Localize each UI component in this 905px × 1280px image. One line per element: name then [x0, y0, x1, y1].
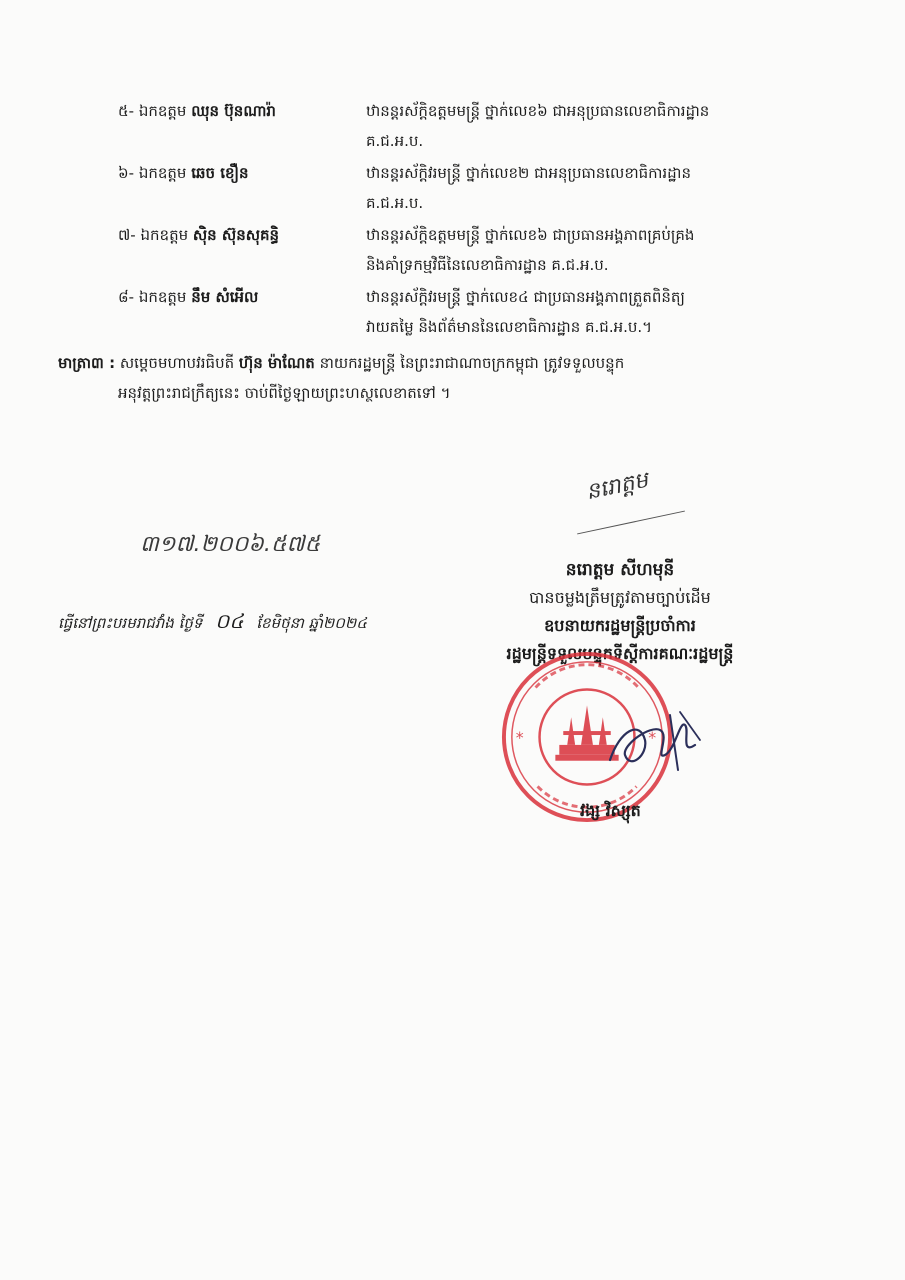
- appointee-name-col: [118, 282, 358, 312]
- appointee-title: ឯកឧត្តម: [140, 226, 189, 244]
- place-date-day: ០៤: [215, 609, 244, 633]
- signatory-name: វង្ស វិស្សុត: [580, 801, 641, 820]
- appointee-number: ៨-: [118, 288, 135, 306]
- appointee-item: [118, 96, 838, 156]
- svg-text:*: *: [648, 727, 657, 747]
- appointee-name: នឹម សំអើល: [191, 288, 259, 306]
- article-3: [58, 348, 838, 408]
- appointee-number: ៥-: [118, 102, 135, 120]
- appointee-rank-line: ឋានន្តរស័ក្តិឧត្តមមន្ត្រី ថ្នាក់លេខ៦ ជាអនុប្រធានលេខាធិការដ្ឋាន: [366, 102, 710, 120]
- signature-icon: [600, 700, 710, 790]
- appointee-office-line: និងគាំទ្រកម្មវិធីនៃលេខាធិការដ្ឋាន គ.ជ.អ.ប.: [366, 256, 609, 274]
- appointee-item: [118, 158, 838, 218]
- place-date-suffix: ខែមិថុនា ឆ្នាំ២០២៤: [256, 614, 367, 632]
- svg-text:*: *: [515, 727, 524, 747]
- appointee-title: ឯកឧត្តម: [138, 288, 187, 306]
- appointee-number: ៦-: [118, 164, 135, 182]
- office-title-line2: រដ្ឋមន្ត្រីទទួលបន្ទុកទីស្តីការគណៈរដ្ឋមន្ត្រី: [506, 644, 734, 663]
- article-text-before-name: សម្តេចមហាបវរធិបតី: [119, 354, 235, 372]
- appointee-item: [118, 282, 838, 342]
- article-text-line2: អនុវត្តព្រះរាជក្រឹត្យនេះ ចាប់ពីថ្ងៃឡាយព្រះហស្ថលេខាតទៅ ។: [118, 384, 451, 402]
- article-text-after-name: នាយករដ្ឋមន្ត្រី នៃព្រះរាជាណាចក្រកម្ពុជា ត្រូវទទួលបន្ទុក: [319, 354, 625, 372]
- office-title-line1: ឧបនាយករដ្ឋមន្ត្រីប្រចាំការ: [544, 616, 696, 635]
- appointee-name: ស៊ិន ស៊ុនសុគន្ធិ: [192, 226, 280, 244]
- appointee-description: [366, 282, 836, 342]
- place-date-line: [58, 608, 367, 638]
- appointee-name: ឆេច ខឿន: [191, 164, 249, 182]
- place-date-prefix: ធ្វើនៅព្រះបរមរាជវាំង ថ្ងៃទី: [58, 614, 203, 632]
- appointee-item: [118, 220, 838, 280]
- initials-underline: [577, 511, 685, 535]
- certified-copy-note: បានចម្លងត្រឹមត្រូវតាមច្បាប់ដើម: [529, 588, 711, 607]
- appointee-name-col: [118, 220, 358, 250]
- article-label: មាត្រា៣ :: [58, 354, 116, 372]
- appointee-title: ឯកឧត្តម: [138, 102, 187, 120]
- appointee-name-col: [118, 96, 358, 126]
- appointee-description: [366, 96, 836, 156]
- appointee-rank-line: ឋានន្តរស័ក្តិវរមន្ត្រី ថ្នាក់លេខ៤ ជាប្រធានអង្គភាពត្រួតពិនិត្យ: [366, 288, 685, 306]
- appointee-name-col: [118, 158, 358, 188]
- appointee-description: [366, 220, 836, 280]
- appointee-rank-line: ឋានន្តរស័ក្តិវរមន្ត្រី ថ្នាក់លេខ២ ជាអនុប្រធានលេខាធិការដ្ឋាន: [366, 164, 691, 182]
- handwritten-initials: នរោត្តម: [583, 467, 651, 506]
- king-name: នរោត្តម សីហមុនី: [565, 560, 675, 580]
- appointee-title: ឯកឧត្តម: [138, 164, 187, 182]
- appointee-rank-line: ឋានន្តរស័ក្តិឧត្តមមន្ត្រី ថ្នាក់លេខ៦ ជាប្រធានអង្គភាពគ្រប់គ្រង: [366, 226, 695, 244]
- appointee-office-line: គ.ជ.អ.ប.: [366, 194, 424, 212]
- appointee-number: ៧-: [118, 226, 136, 244]
- appointee-description: [366, 158, 836, 218]
- appointee-office-line: គ.ជ.អ.ប.: [366, 132, 424, 150]
- reference-number: ៣១៧.២០០៦.៥៧៥: [140, 532, 321, 557]
- prime-minister-name: ហ៊ុន ម៉ាណែត: [238, 354, 315, 372]
- appointee-name: ឈុន ប៊ុនណារ៉ា: [191, 102, 276, 120]
- appointee-office-line: វាយតម្លៃ និងព័ត៌មាននៃលេខាធិការដ្ឋាន គ.ជ.អ.ប.។: [366, 318, 653, 336]
